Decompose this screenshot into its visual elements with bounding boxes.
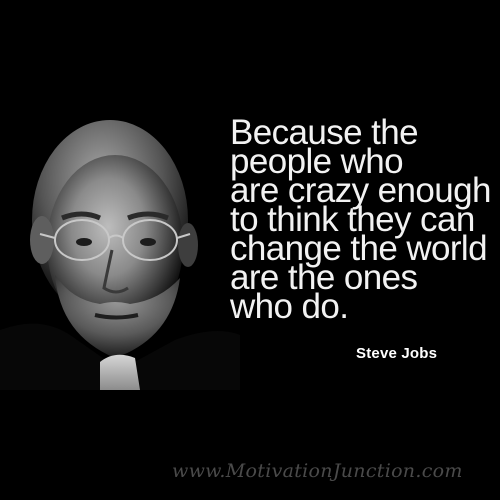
quote-line: are crazy enough (230, 171, 491, 210)
quote-line: to think they can (230, 200, 475, 239)
quote-line: people who (230, 142, 404, 181)
quote-line: who do. (230, 287, 349, 326)
quote-line: Because the (230, 113, 418, 152)
watermark-url: www.MotivationJunction.com (172, 460, 463, 482)
quote-line: are the ones (230, 258, 418, 297)
portrait-photo-icon (0, 100, 240, 390)
hand-shape (100, 355, 140, 390)
quote-text (230, 113, 492, 326)
quote-author: Steve Jobs (356, 345, 438, 362)
quote-line: change the world (230, 229, 487, 268)
